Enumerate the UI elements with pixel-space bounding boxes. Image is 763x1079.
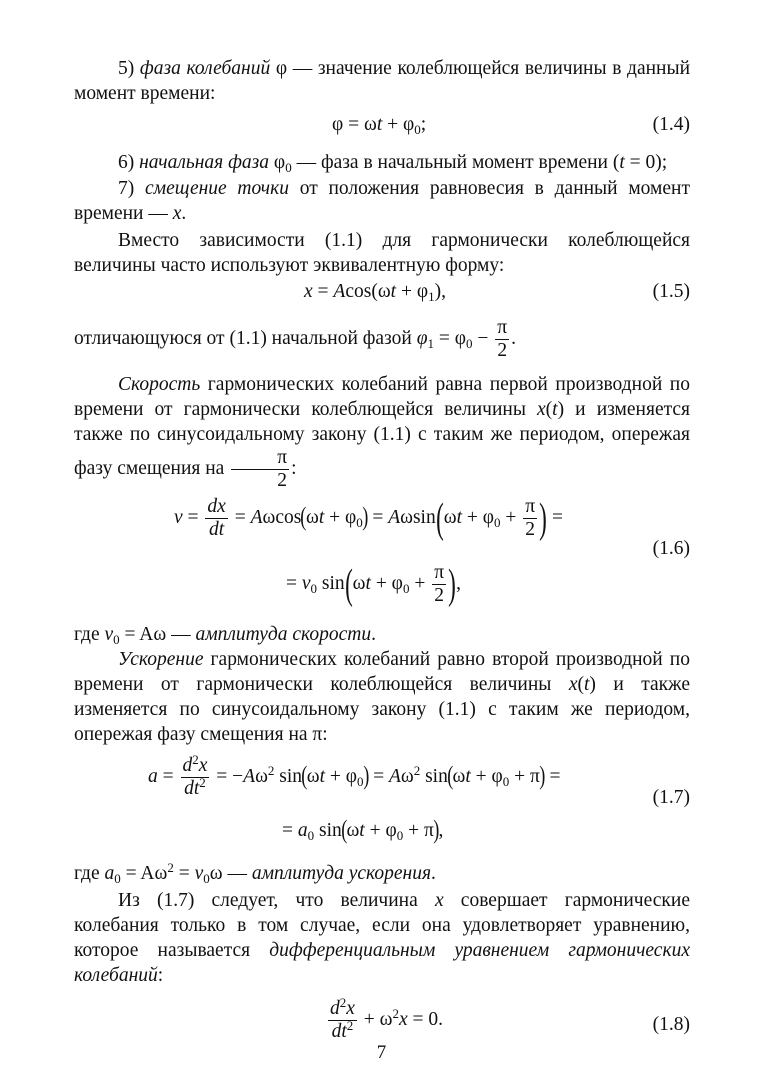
fraction-pi-over-2: $\frac{\pi}{2}$ [231,447,289,492]
term-acceleration: Ускорение [118,649,204,670]
term-acceleration-amplitude: амплитуда ускорения [251,863,432,884]
equation-body: $x = Acos(\omega t + \varphi_1)$, [304,281,446,304]
item-number: 5) [118,58,140,79]
paragraph-acceleration: Ускорение гармонических колебаний равно второй производной по времени от гармонически колеблющейся величины x(t) и также изменяется по синусоидальному закону (1.1) с таким же периодом, опережая фазу смещения на π: [74,649,690,745]
term-velocity-amplitude: амплитуда скорости [195,624,372,645]
equation-number: (1.6) [652,538,690,559]
item-6-initial-phase: 6) начальная фаза $\varphi_0$ — фаза в начальный момент времени (t = 0); [118,152,668,175]
paragraph-velocity: Скорость гармонических колебаний равна первой производной по времени от гармонически колеблющейся величины x(t) и изменяется также по синусоидальному закону (1.1) с таким же периодом, опережая фазу смещения на $\frac{\pi}{2}$ : [74,374,690,491]
term-differential-equation: дифференциальным уравнением гармонических колебаний [74,940,690,986]
paragraph-acceleration-amplitude: где $a_0 = A\omega^2 = v_0\omega$ — амплитуда ускорения. [74,860,436,886]
equation-number: (1.5) [652,281,690,302]
equation-number: (1.8) [652,1014,690,1035]
equation-1-5 [74,278,690,314]
fraction-pi-over-2: $\frac{\pi}{2}$ [497,317,508,362]
paragraph-equivalent-form: Вместо зависимости (1.1) для гармонически колеблющейся величины часто используют эквивалентную форму: [74,230,690,276]
item-text: φ — значение колеблющейся величины в данный момент времени: [74,58,691,104]
term-velocity: Скорость [118,374,201,395]
equation-body: $\varphi = \omega t + \varphi_0$; [332,114,427,137]
term-initial-phase: начальная фаза [139,152,270,173]
item-7-displacement: 7) смещение точки от положения равновесия в данный момент времени — x. [74,178,691,224]
page-number: 7 [376,1042,387,1063]
equation-1-6 [74,496,690,626]
page-body [74,52,690,1062]
term-displacement: смещение точки [145,178,289,199]
equation-1-6-line1: v = $\frac{dx}{dt}$ = $A\omega\cos(\omega t + \varphi_0) = A\omega\sin(\omega t + \varphi_0$ + $\frac{\pi}{2}$ ) = [174,495,563,542]
equation-number: (1.7) [652,787,690,808]
item-5-phase [74,56,690,106]
equation-1-7-line2: = $a_0$ $\sin(\omega t + \varphi_0 + \pi)$, [282,815,444,844]
paragraph-initial-phase-relation: отличающуюся от (1.1) начальной фазой $\varphi_1 = \varphi_0$ − $\frac{\pi}{2}$ . [74,317,516,362]
paragraph-differential-equation: Из (1.7) следует, что величина x совершает гармонические колебания только в том случае, если она удовлетворяет уравнению, которое называется дифференциальным уравнением гармонических колебаний: [74,890,690,986]
term-phase: фаза колебаний [139,58,271,79]
equation-1-7-line1: a = $\frac{d^2x}{dt^2}$ = $-A\omega^2$ $\sin(\omega t + \varphi_0) = A\omega^2$ $\sin(\omega t + \varphi_0 + \pi)$ = [148,752,561,799]
equation-1-4 [74,106,690,150]
equation-1-7 [74,752,690,867]
equation-1-8-body: $\frac{d^2x}{dt^2}$ + $\omega^2x = 0$. [330,995,444,1042]
equation-1-6-line2: = $v_0$ $\sin(\omega t + \varphi_0$ + $\frac{\pi}{2}$ ), [286,561,461,608]
equation-number: (1.4) [652,114,690,135]
paragraph-velocity-amplitude: где $v_0 = A\omega$ — амплитуда скорости. [74,624,377,647]
